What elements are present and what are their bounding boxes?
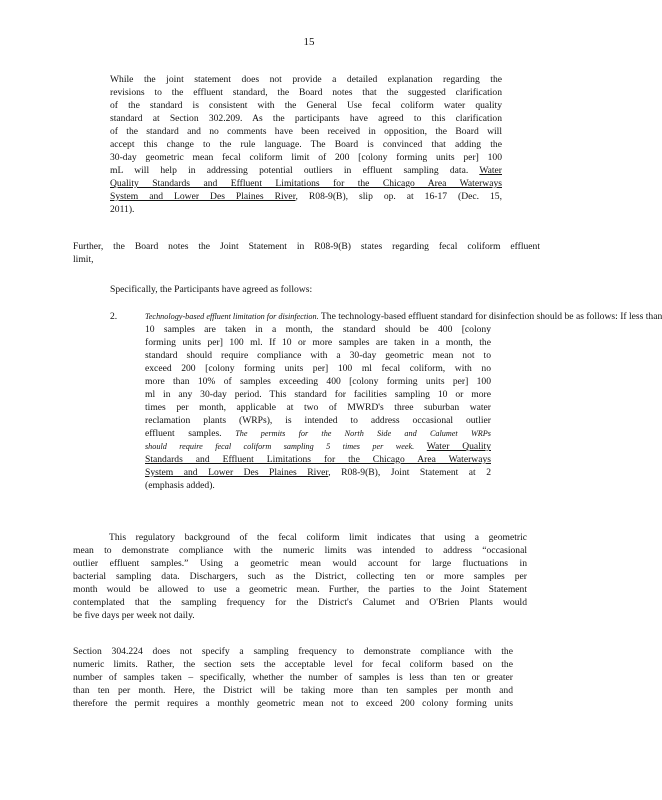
quote-line: standard at Section 302.209. As the participants have agreed to this clarification <box>110 113 502 124</box>
item-line: more than 10% of samples exceeding 400 [colony forming units per] 100 <box>145 376 491 387</box>
item-heading: Technology-based effluent limitation for disinfection. <box>145 312 319 321</box>
paragraph-line: Further, the Board notes the Joint Statement in R08-9(B) states regarding fecal coliform effluent <box>73 241 540 252</box>
page-number: 15 <box>303 36 315 48</box>
citation-title: System and Lower Des Plaines River <box>145 467 329 478</box>
paragraph-line: month would be allowed to use a geometric mean. Further, the parties to the Joint Statement <box>73 584 527 595</box>
paragraph-line: limit, <box>73 254 94 265</box>
quote-line: 30-day geometric mean fecal coliform limit of 200 [colony forming units per] 100 <box>110 152 502 163</box>
item-heading-line <box>145 310 662 323</box>
citation-tail: , R08-9(B), slip op. at 16-17 (Dec. 15, <box>295 191 502 202</box>
paragraph-line: outlier effluent samples.” Using a geometric mean would account for large fluctuations in <box>73 558 527 569</box>
specifically-line <box>110 283 510 296</box>
paragraph-line: bacterial sampling data. Dischargers, such as the District, collecting ten or more samples per <box>73 571 527 582</box>
item-number: 2. <box>110 311 118 322</box>
citation-line <box>110 190 502 203</box>
citation-title: System and Lower Des Plaines River <box>110 191 296 202</box>
quote-line: While the joint statement does not provide a detailed explanation regarding the <box>110 74 502 85</box>
further-paragraph <box>73 240 540 266</box>
paragraph-line: Specifically, the Participants have agreed as follows: <box>110 284 313 295</box>
quote-line: accept this change to the rule language. The Board is convinced that adding the <box>110 139 502 150</box>
paragraph-line: be five days per week not daily. <box>73 610 195 621</box>
paragraph-line: This regulatory background of the fecal coliform limit indicates that using a geometric <box>109 532 527 543</box>
item-line: forming units per] 100 ml. If 10 or more samples are taken in a month, the <box>145 337 491 348</box>
quote-line: revisions to the effluent standard, the Board notes that the suggested clarification <box>110 87 502 98</box>
paragraph-line: Section 304.224 does not specify a sampling frequency to demonstrate compliance with the <box>73 646 513 657</box>
item-line-text: effluent samples. <box>145 428 222 439</box>
paragraph-line: therefore the permit requires a monthly geometric mean not to exceed 200 colony forming units <box>73 698 513 709</box>
item-line: exceed 200 [colony forming units per] 100 ml fecal coliform, with no <box>145 363 491 374</box>
background-paragraph <box>73 531 527 622</box>
paragraph-line: than ten per month. Here, the District will be taking more than ten samples per month and <box>73 685 513 696</box>
citation-line <box>145 466 491 479</box>
item-line: reclamation plants (WRPs), is intended to address occasional outlier <box>145 415 491 426</box>
item-line <box>145 427 491 440</box>
citation-year: 2011). <box>110 204 135 215</box>
quote-line: of the standard is consistent with the General Use fecal coliform water quality <box>110 100 502 111</box>
item-line <box>145 440 491 453</box>
quote-line: mL will help in addressing potential outliers in effluent sampling data. <box>110 165 469 176</box>
item-line: 10 samples are taken in a month, the standard should be 400 [colony <box>145 324 491 335</box>
citation-lead: Water Quality <box>426 441 491 452</box>
citation-lead: Water <box>479 165 502 176</box>
paragraph-line: number of samples taken – specifically, whether the number of samples is less than ten or greater <box>73 672 513 683</box>
paragraph-line: contemplated that the sampling frequency for the District's Calumet and O'Brien Plants would <box>73 597 527 608</box>
item-line: times per month, applicable at two of MWRD's three suburban water <box>145 402 491 413</box>
emphasis-note: (emphasis added). <box>145 480 215 491</box>
citation-title-line: Standards and Effluent Limitations for the Chicago Area Waterways <box>145 454 491 465</box>
citation-title-line: Quality Standards and Effluent Limitations for the Chicago Area Waterways <box>110 178 502 189</box>
quote-line-with-citation <box>110 164 502 177</box>
citation-tail: , R08-9(B), Joint Statement at 2 <box>328 467 492 478</box>
item-line: standard should require compliance with a 30-day geometric mean not to <box>145 350 491 361</box>
item-line: ml in any 30-day period. This standard for facilities sampling 10 or more <box>145 389 491 400</box>
paragraph-line: mean to demonstrate compliance with the numeric limits was intended to address “occasional <box>73 545 527 556</box>
quoted-block <box>110 73 502 216</box>
quote-line: of the standard and no comments have been received in opposition, the Board will <box>110 126 502 137</box>
emphasis-text: The permits for the North Side and Calumet WRPs <box>235 429 491 438</box>
paragraph-line: numeric limits. Rather, the section sets the acceptable level for fecal coliform based on the <box>73 659 513 670</box>
section-paragraph <box>73 645 513 710</box>
emphasis-text: should require fecal coliform sampling 5 times per week. <box>145 442 415 451</box>
item-line: The technology-based effluent standard for disinfection should be as follows: If less than <box>320 311 662 322</box>
numbered-item <box>145 310 662 492</box>
